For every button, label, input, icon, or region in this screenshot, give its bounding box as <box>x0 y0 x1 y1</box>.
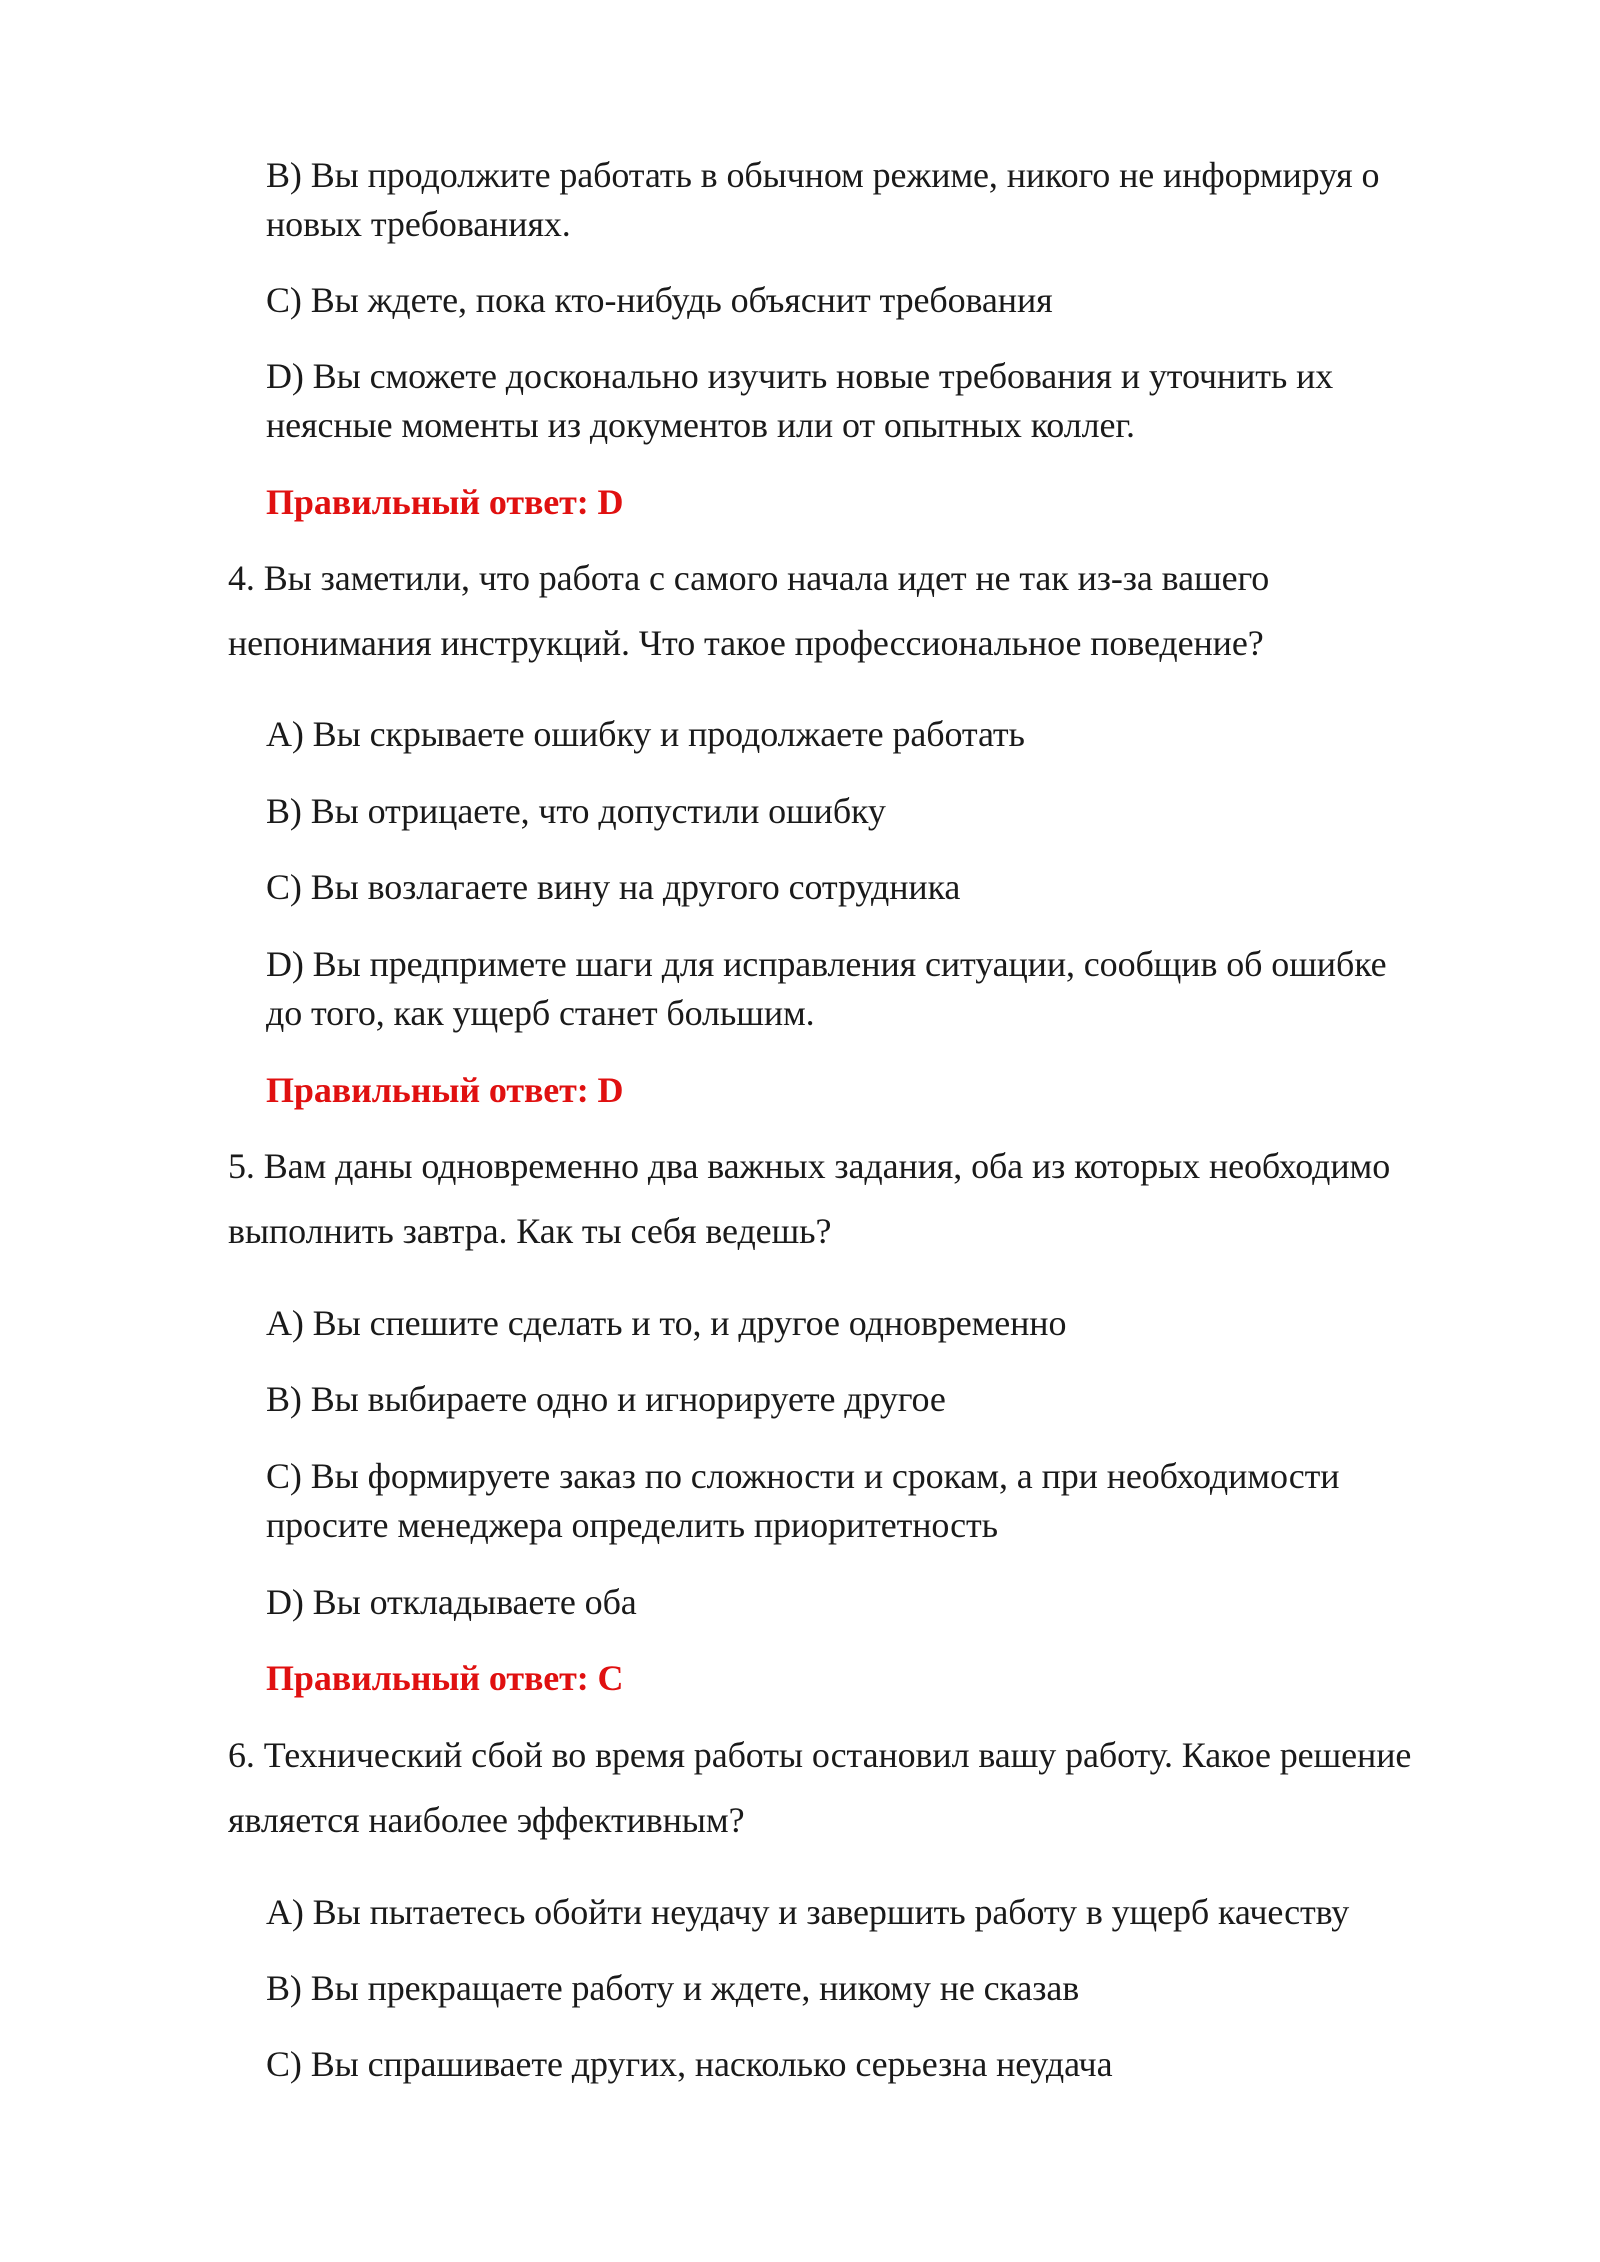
q5-option-a: A) Вы спешите сделать и то, и другое одновременно <box>266 1303 1067 1343</box>
q5-text-line2: выполнить завтра. Как ты себя ведешь? <box>228 1211 832 1251</box>
q4-option-d-line2: до того, как ущерб станет большим. <box>266 993 815 1033</box>
q3-option-d-line1: D) Вы сможете досконально изучить новые требования и уточнить их <box>266 356 1334 396</box>
q4-option-a: A) Вы скрываете ошибку и продолжаете работать <box>266 714 1025 754</box>
q3-option-b-line2: новых требованиях. <box>266 204 571 244</box>
q5-text-line1: 5. Вам даны одновременно два важных задания, оба из которых необходимо <box>228 1146 1391 1186</box>
q6-option-a: A) Вы пытаетесь обойти неудачу и завершить работу в ущерб качеству <box>266 1892 1350 1932</box>
q3-option-c: C) Вы ждете, пока кто-нибудь объяснит требования <box>266 280 1053 320</box>
q5-option-b: B) Вы выбираете одно и игнорируете другое <box>266 1379 946 1419</box>
q4-text-line2: непонимания инструкций. Что такое профессиональное поведение? <box>228 623 1264 663</box>
q4-option-b: B) Вы отрицаете, что допустили ошибку <box>266 791 886 831</box>
q5-correct-answer: Правильный ответ: C <box>266 1658 624 1698</box>
q6-text-line2: является наиболее эффективным? <box>228 1800 745 1840</box>
q5-option-c-line2: просите менеджера определить приоритетность <box>266 1505 998 1545</box>
q4-option-d-line1: D) Вы предпримете шаги для исправления ситуации, сообщив об ошибке <box>266 944 1387 984</box>
q4-option-c: C) Вы возлагаете вину на другого сотрудника <box>266 867 961 907</box>
q4-correct-answer: Правильный ответ: D <box>266 1070 624 1110</box>
q6-option-c: C) Вы спрашиваете других, насколько серьезна неудача <box>266 2044 1113 2084</box>
q3-option-d-line2: неясные моменты из документов или от опытных коллег. <box>266 405 1135 445</box>
q3-option-b-line1: B) Вы продолжите работать в обычном режиме, никого не информируя о <box>266 155 1380 195</box>
q6-text-line1: 6. Технический сбой во время работы остановил вашу работу. Какое решение <box>228 1735 1412 1775</box>
q3-correct-answer: Правильный ответ: D <box>266 482 624 522</box>
q5-option-d: D) Вы откладываете оба <box>266 1582 637 1622</box>
q5-option-c-line1: C) Вы формируете заказ по сложности и срокам, а при необходимости <box>266 1456 1340 1496</box>
q6-option-b: B) Вы прекращаете работу и ждете, никому не сказав <box>266 1968 1080 2008</box>
q4-text-line1: 4. Вы заметили, что работа с самого начала идет не так из-за вашего <box>228 558 1270 598</box>
